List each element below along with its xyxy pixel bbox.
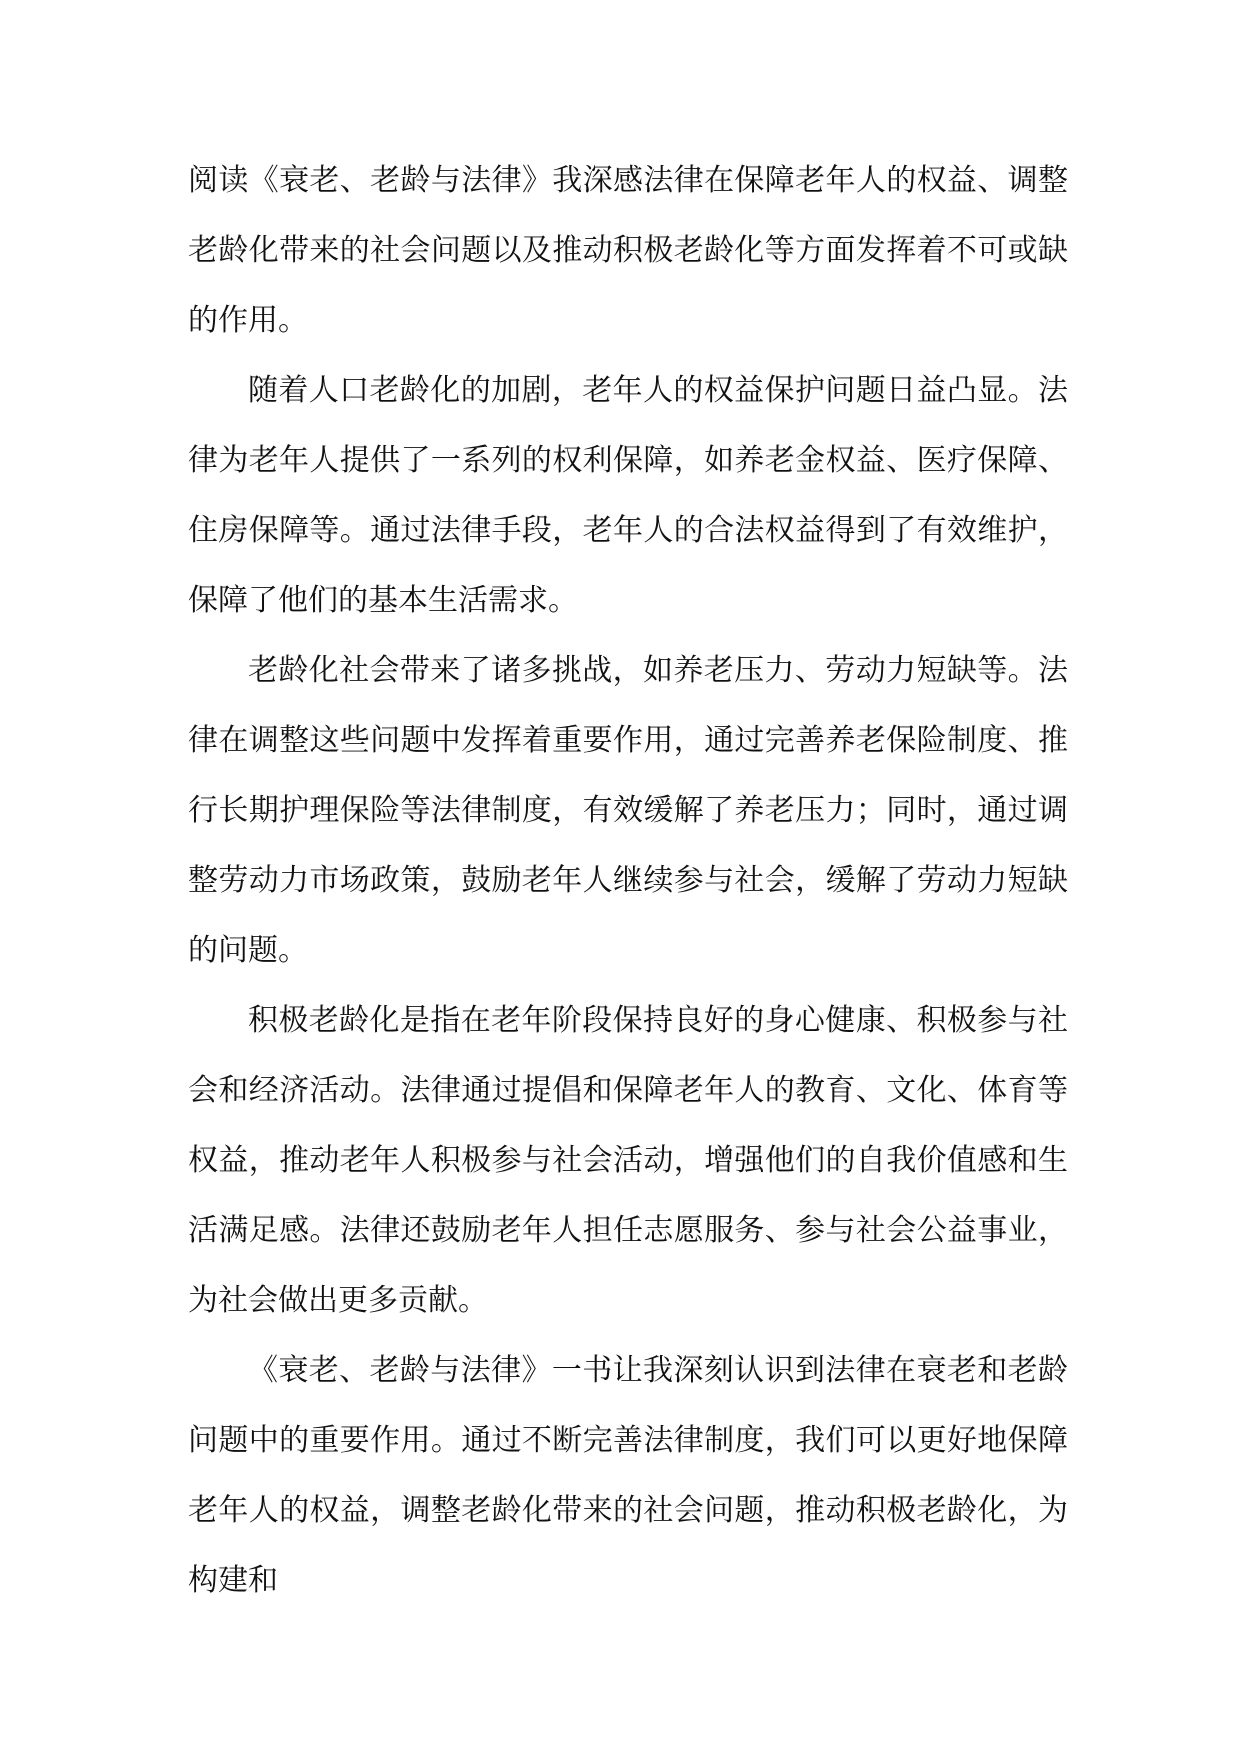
paragraph-aging-challenges: 老龄化社会带来了诸多挑战，如养老压力、劳动力短缺等。法律在调整这些问题中发挥着重要作用，通过完善养老保险制度、推行长期护理保险等法律制度，有效缓解了养老压力；同时，通过调整劳动力市场政策，鼓励老年人继续参与社会，缓解了劳动力短缺的问题。	[188, 653, 1068, 968]
document-body	[188, 146, 1068, 1616]
paragraph-intro: 阅读《衰老、老龄与法律》我深感法律在保障老年人的权益、调整老龄化带来的社会问题以及推动积极老龄化等方面发挥着不可或缺的作用。	[188, 163, 1068, 338]
paragraph-conclusion: 《衰老、老龄与法律》一书让我深刻认识到法律在衰老和老龄问题中的重要作用。通过不断完善法律制度，我们可以更好地保障老年人的权益，调整老龄化带来的社会问题，推动积极老龄化，为构建和	[188, 1353, 1068, 1598]
paragraph-rights-protection: 随着人口老龄化的加剧，老年人的权益保护问题日益凸显。法律为老年人提供了一系列的权利保障，如养老金权益、医疗保障、住房保障等。通过法律手段，老年人的合法权益得到了有效维护，保障了他们的基本生活需求。	[188, 373, 1068, 618]
paragraph-active-aging: 积极老龄化是指在老年阶段保持良好的身心健康、积极参与社会和经济活动。法律通过提倡和保障老年人的教育、文化、体育等权益，推动老年人积极参与社会活动，增强他们的自我价值感和生活满足感。法律还鼓励老年人担任志愿服务、参与社会公益事业，为社会做出更多贡献。	[188, 1003, 1068, 1318]
